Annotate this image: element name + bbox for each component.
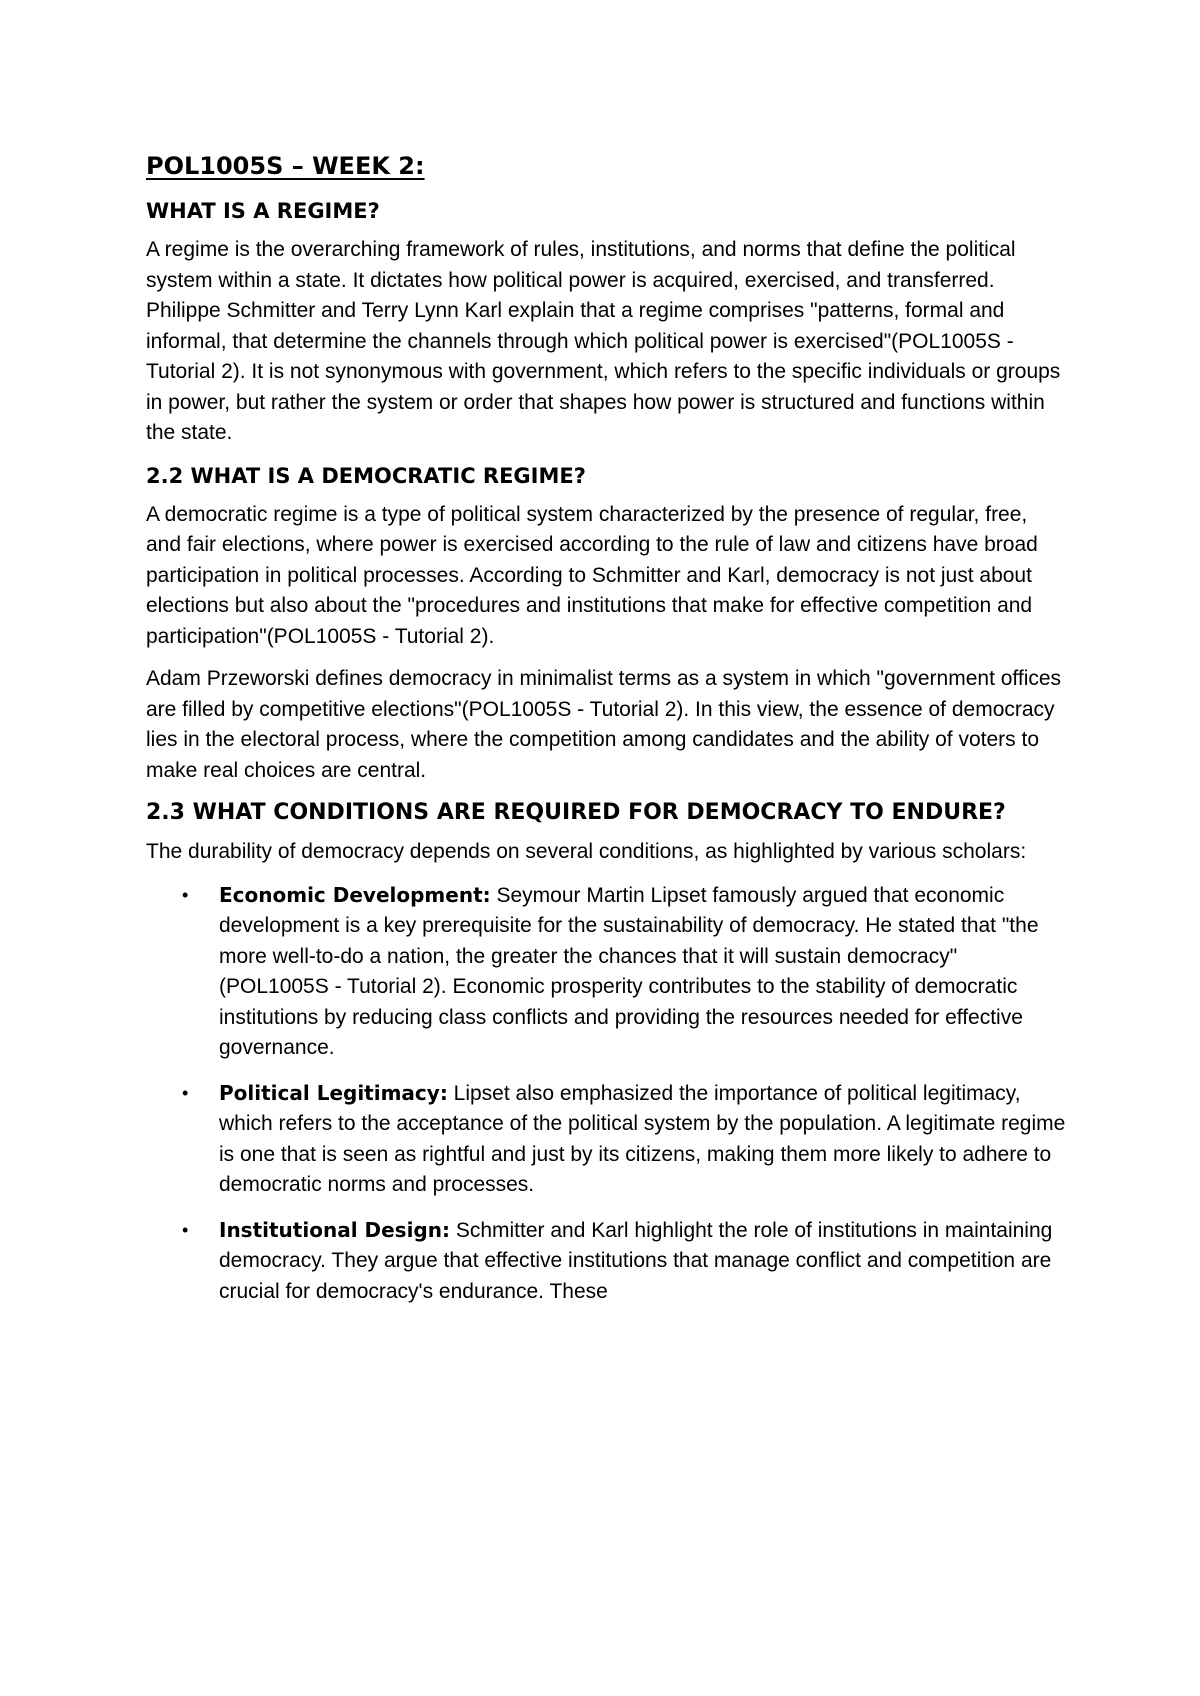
list-item <box>146 880 1066 1064</box>
list-item <box>146 1078 1066 1201</box>
bullet-term: Political Legitimacy: <box>219 1080 448 1105</box>
paragraph-regime: A regime is the overarching framework of rules, institutions, and norms that define the political system within a state. It dictates how political power is acquired, exercised, and transferred. Philippe Schmitter and Terry Lynn Karl explain that a regime comprises "patterns, formal and informal, that determine the channels through which political power is exercised"(POL1005S - Tutorial 2). It is not synonymous with government, which refers to the specific individuals or groups in power, but rather the system or order that shapes how power is structured and functions within the state. <box>146 238 1061 444</box>
section-heading-democratic-regime: 2.2 WHAT IS A DEMOCRATIC REGIME? <box>146 463 586 488</box>
bullet-term: Institutional Design: <box>219 1217 450 1242</box>
document-title: POL1005S – WEEK 2: <box>146 152 425 180</box>
bullet-text: Lipset also emphasized the importance of political legitimacy, which refers to the acceptance of the political system by the population. A legitimate regime is one that is seen as rightful and just by its citizens, making them more likely to adhere to democratic norms and processes. <box>219 1081 1066 1196</box>
paragraph-democratic-regime: A democratic regime is a type of political system characterized by the presence of regular, free, and fair elections, where power is exercised according to the rule of law and citizens have broad participation in political processes. According to Schmitter and Karl, democracy is not just about elections but also about the "procedures and institutions that make for effective competition and participation"(POL1005S - Tutorial 2). <box>146 502 1038 648</box>
paragraph-przeworski: Adam Przeworski defines democracy in minimalist terms as a system in which "government offices are filled by competitive elections"(POL1005S - Tutorial 2). In this view, the essence of democracy lies in the electoral process, where the competition among candidates and the ability of voters to make real choices are central. <box>146 667 1062 782</box>
document-page <box>146 138 1066 1321</box>
section-heading-regime: WHAT IS A REGIME? <box>146 199 380 223</box>
bullet-icon: • <box>182 1219 189 1240</box>
bullet-text: Schmitter and Karl highlight the role of institutions in maintaining democracy. They argue that effective institutions that manage conflict and competition are crucial for democracy's endurance. These <box>219 1218 1053 1303</box>
list-item <box>146 1215 1066 1308</box>
bullet-icon: • <box>182 884 189 905</box>
section-heading-conditions: 2.3 WHAT CONDITIONS ARE REQUIRED FOR DEMOCRACY TO ENDURE? <box>146 800 1006 825</box>
paragraph-conditions-intro: The durability of democracy depends on several conditions, as highlighted by various scholars: <box>146 840 1027 863</box>
conditions-list <box>146 880 1066 1308</box>
bullet-icon: • <box>182 1082 189 1103</box>
bullet-term: Economic Development: <box>219 882 491 907</box>
bullet-text: Seymour Martin Lipset famously argued that economic development is a key prerequisite for the sustainability of democracy. He stated that "the more well-to-do a nation, the greater the chances that it will sustain democracy"(POL1005S - Tutorial 2). Economic prosperity contributes to the stability of democratic institutions by reducing class conflicts and providing the resources needed for effective governance. <box>219 883 1039 1059</box>
